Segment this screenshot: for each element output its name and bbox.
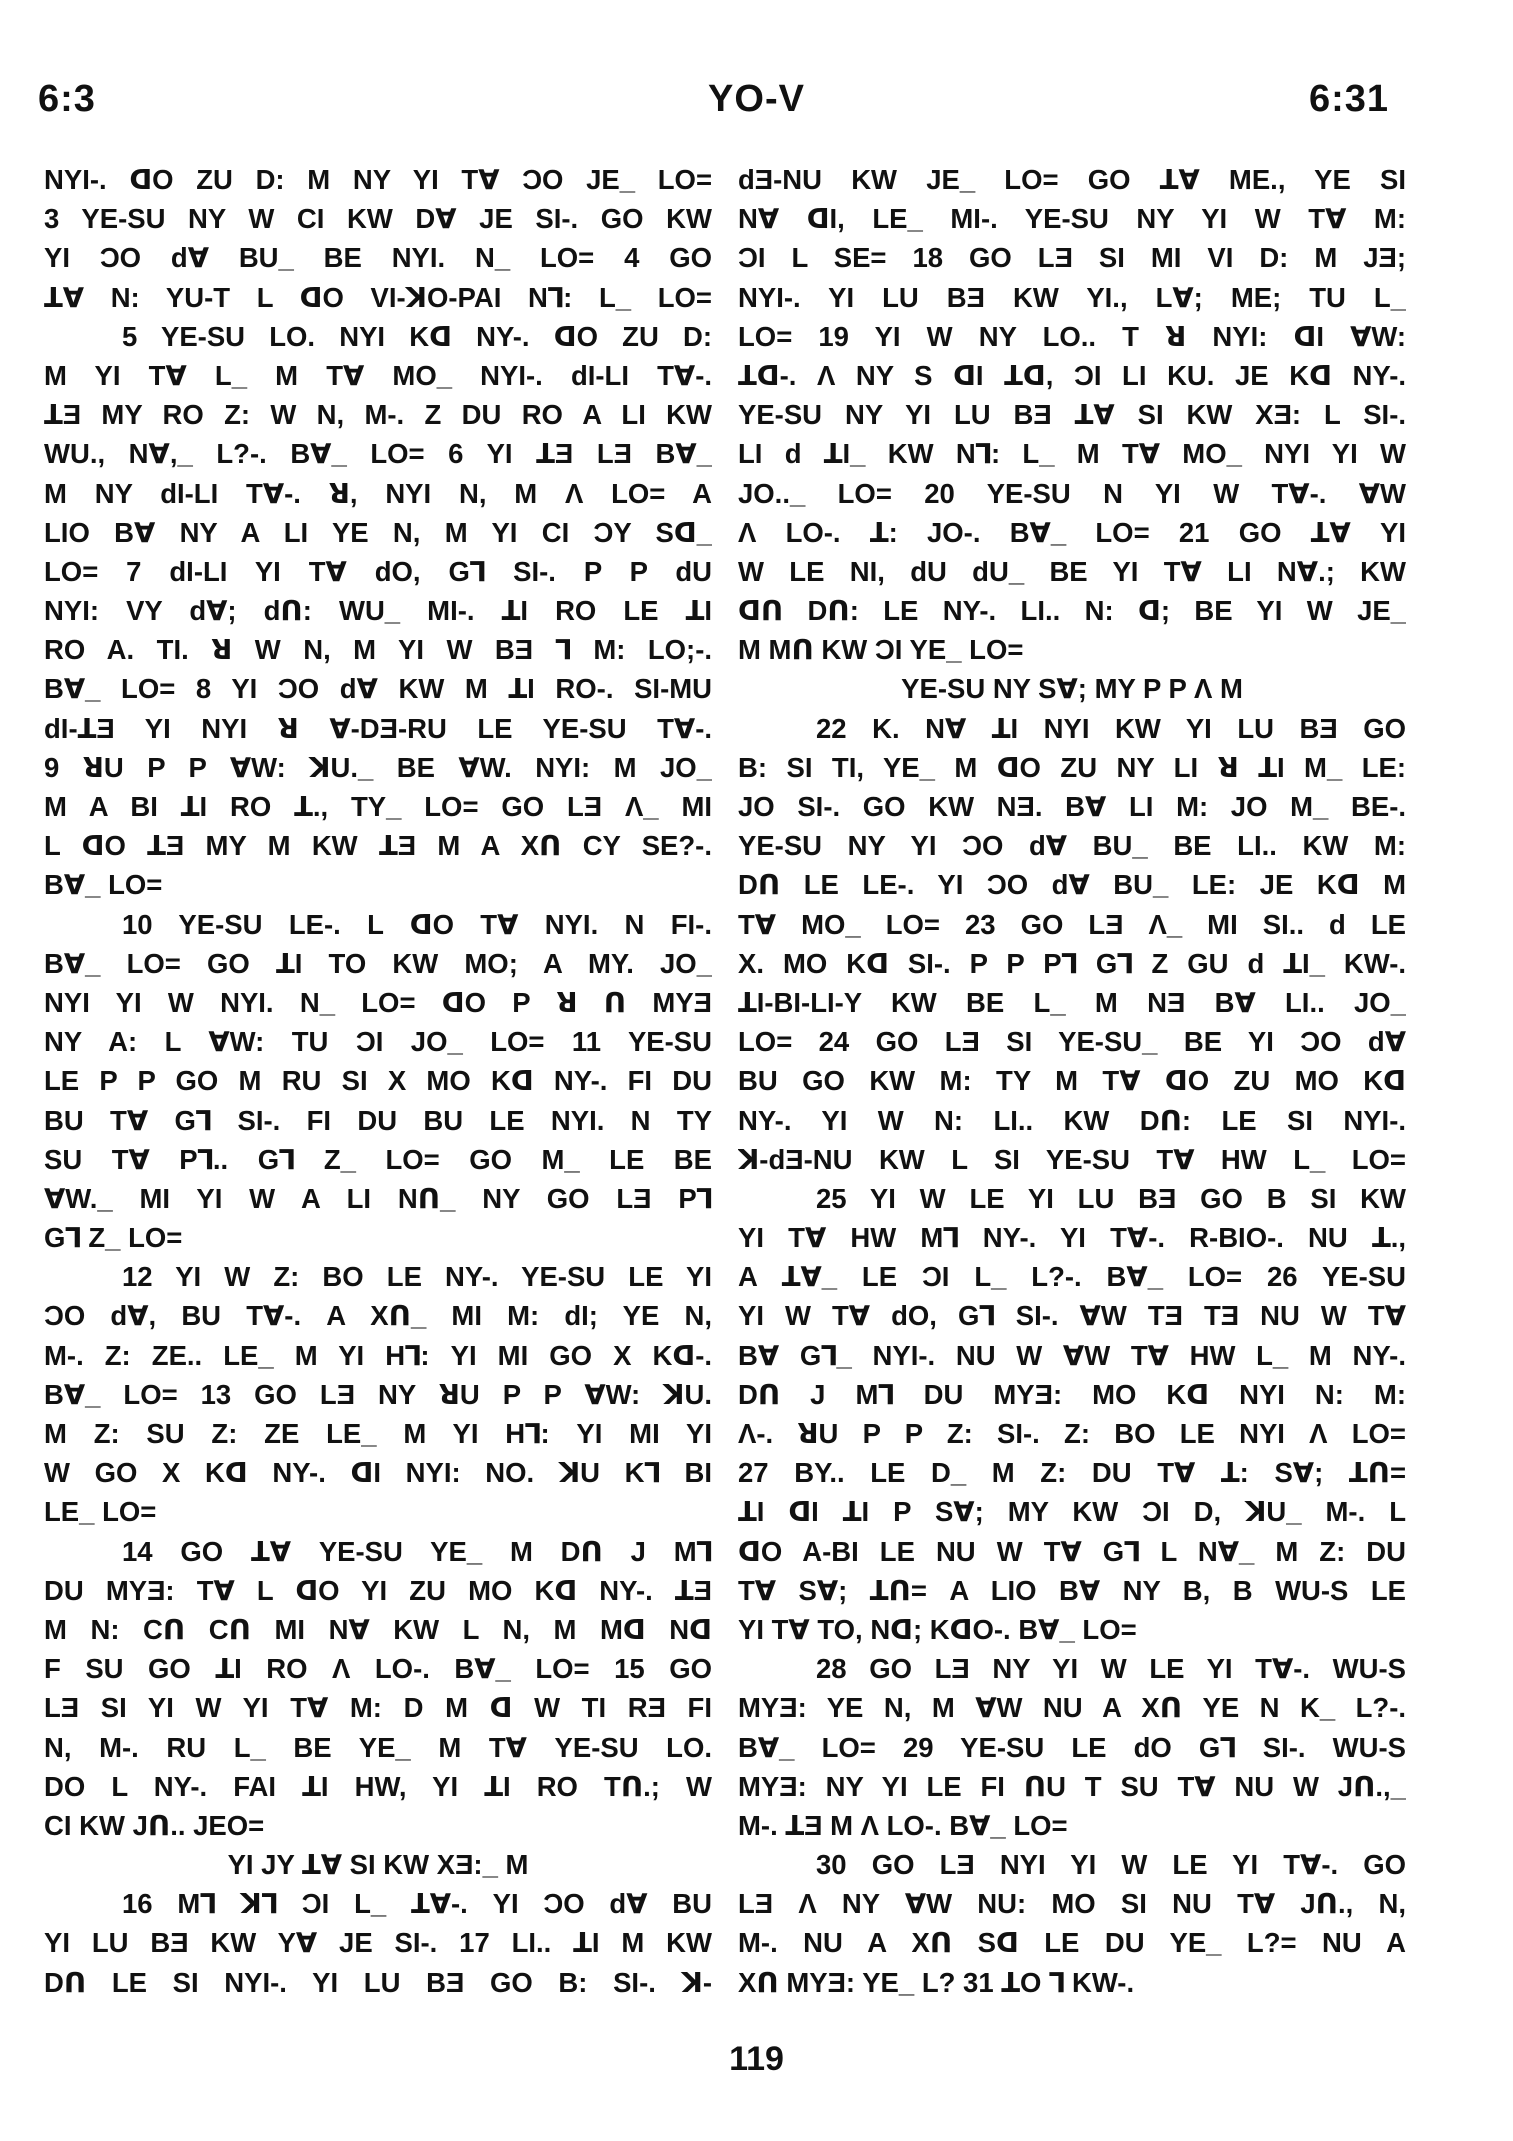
text-line: NY-. YI W N: LI.. KW Dꓵ: LE SI NYI-. [738, 1104, 1406, 1136]
text-line: DO L NY-. FAI ꓕI HW, YI ꓕI RO Tꓵ.; W [44, 1770, 712, 1802]
text-line: ꓷO A-BI LE NU W Tꓯ Gꓶ L Nꓯ_ M Z: DU [738, 1535, 1406, 1567]
text-line: A ꓕꓯ_ LE ƆI L_ L?-. Bꓯ_ LO= 26 YE-SU [738, 1261, 1406, 1293]
text-line: 22 K. Nꓯ ꓕI NYI KW YI LU BƎ GO [816, 712, 1406, 744]
chapter-verse-end: 6:31 [1308, 78, 1389, 120]
text-line: YI ƆO dꓯ BU_ BE NYI. N_ LO= 4 GO [44, 242, 712, 274]
text-line: ƆI L SE= 18 GO LƎ SI MI VI D: M JƎ; [738, 242, 1406, 274]
text-line: dI-ꓕƎ YI NYI ꓤ ꓯ-DƎ-RU LE YE-SU Tꓯ-. [44, 712, 712, 744]
text-line: Xꓵ MYƎ: YE_ L? 31 ꓕO ꓶ KW-. [738, 1966, 1135, 1998]
text-line: M Mꓵ KW ƆI YE_ LO= [738, 634, 1024, 666]
text-line: YE-SU NY YI LU BƎ ꓕꓯ SI KW XƎ: L SI-. [738, 399, 1406, 431]
text-line: NYI YI W NYI. N_ LO= ꓷO P ꓤ ꓵ MYƎ [44, 986, 712, 1018]
chapter-verse-start: 6:3 [38, 78, 96, 120]
text-line: Dꓵ LE LE-. YI ƆO dꓯ BU_ LE: JE Kꓷ M [738, 869, 1406, 901]
text-line: 9 ꓤU P P ꓯW: ꓘU._ BE ꓯW. NYI: M JO_ [44, 751, 712, 783]
text-line: MYƎ: YE N, M ꓯW NU A Xꓵ YE N K_ L?-. [738, 1692, 1406, 1724]
text-line: LƎ Ʌ NY ꓯW NU: MO SI NU Tꓯ Jꓵ., N, [738, 1888, 1406, 1920]
text-line: Dꓵ J Mꓶ DU MYƎ: MO Kꓷ NYI N: M: [738, 1378, 1406, 1410]
text-line: M A BI ꓕI RO ꓕ., TY_ LO= GO LƎ Ʌ_ MI [44, 791, 712, 822]
text-line: YE-SU NY YI ƆO dꓯ BU_ BE LI.. KW M: [738, 830, 1406, 862]
text-line: Gꓶ Z_ LO= [44, 1222, 183, 1254]
text-line: 5 YE-SU LO. NYI Kꓷ NY-. ꓷO ZU D: [122, 320, 712, 352]
text-line: JO.._ LO= 20 YE-SU N YI W Tꓯ-. ꓯW [738, 477, 1406, 509]
section-heading: YE-SU NY Sꓯ; MY P P Ʌ M [901, 673, 1243, 705]
text-line: LIO Bꓯ NY A LI YE N, M YI CI ƆY Sꓷ_ [44, 516, 712, 548]
text-line: Tꓯ MO_ LO= 23 GO LƎ Ʌ_ MI SI.. d LE [738, 908, 1406, 940]
text-line: LƎ SI YI W YI Tꓯ M: D M ꓷ W TI RƎ FI [44, 1692, 712, 1724]
text-line: M NY dI-LI Tꓯ-. ꓤ, NYI N, M Ʌ LO= A [44, 477, 712, 509]
book-title: YO-V [708, 78, 805, 120]
text-line: ƆO dꓯ, BU Tꓯ-. A Xꓵ_ MI M: dI; YE N, [44, 1300, 712, 1332]
text-line: M-. Z: ZE.. LE_ M YI Hꓶ: YI MI GO X Kꓷ-. [44, 1339, 712, 1371]
text-line: Ʌ-. ꓤU P P Z: SI-. Z: BO LE NYI Ʌ LO= [738, 1418, 1406, 1449]
text-line: B: SI TI, YE_ M ꓷO ZU NY LI ꓤ ꓕI M_ LE: [738, 751, 1406, 783]
text-line: M-. ꓕƎ M Ʌ LO-. Bꓯ_ LO= [738, 1809, 1068, 1841]
text-line: NYI-. YI LU BƎ KW YI., Lꓯ; ME; TU L_ [738, 281, 1406, 313]
text-line: 28 GO LƎ NY YI W LE YI Tꓯ-. WU-S [816, 1653, 1406, 1685]
text-line: YI LU BƎ KW Yꓯ JE SI-. 17 LI.. ꓕI M KW [44, 1927, 712, 1959]
text-line: YI W Tꓯ dO, Gꓶ SI-. ꓯW TƎ TƎ NU W Tꓯ [738, 1300, 1406, 1332]
text-line: Bꓯ_ LO= [44, 869, 163, 901]
text-line: JO SI-. GO KW NƎ. Bꓯ LI M: JO M_ BE-. [738, 791, 1406, 822]
text-line: NY A: L ꓯW: TU ƆI JO_ LO= 11 YE-SU [44, 1026, 712, 1058]
text-line: LE P P GO M RU SI X MO Kꓷ NY-. FI DU [44, 1065, 712, 1097]
text-line: M Z: SU Z: ZE LE_ M YI Hꓶ: YI MI YI [44, 1418, 712, 1449]
text-line: NYI: VY dꓯ; dꓵ: WU_ MI-. ꓕI RO LE ꓕI [44, 595, 712, 627]
text-line: NYI-. ꓷO ZU D: M NY YI Tꓯ ƆO JE_ LO= [44, 164, 712, 195]
text-line: BU Tꓯ Gꓶ SI-. FI DU BU LE NYI. N TY [44, 1104, 712, 1136]
text-line: M YI Tꓯ L_ M Tꓯ MO_ NYI-. dI-LI Tꓯ-. [44, 359, 712, 391]
text-line: ꓕI-BI-LI-Y KW BE L_ M NƎ Bꓯ LI.. JO_ [738, 986, 1406, 1018]
text-line: 3 YE-SU NY W CI KW Dꓯ JE SI-. GO KW [44, 203, 712, 235]
text-line: Bꓯ_ LO= 29 YE-SU LE dO Gꓶ SI-. WU-S [738, 1731, 1406, 1763]
text-line: 25 YI W LE YI LU BƎ GO B SI KW [816, 1182, 1406, 1214]
text-line: 16 Mꓶ ꓘꓶ ƆI L_ ꓕꓯ-. YI ƆO dꓯ BU [122, 1888, 712, 1920]
text-line: BU GO KW M: TY M Tꓯ ꓷO ZU MO Kꓷ [738, 1065, 1406, 1097]
text-line: Ʌ LO-. ꓕ: JO-. Bꓯ_ LO= 21 GO ꓕꓯ YI [738, 516, 1406, 548]
text-line: MYƎ: NY YI LE FI ꓵU T SU Tꓯ NU W Jꓵ.,_ [738, 1770, 1406, 1802]
text-line: M N: Cꓵ Cꓵ MI Nꓯ KW L N, M Mꓷ Nꓷ [44, 1613, 712, 1645]
text-line: LI d ꓕI_ KW Nꓶ: L_ M Tꓯ MO_ NYI YI W [738, 438, 1406, 470]
text-line: WU., Nꓯ,_ L?-. Bꓯ_ LO= 6 YI ꓕƎ LƎ Bꓯ_ [44, 438, 712, 470]
text-line: dƎ-NU KW JE_ LO= GO ꓕꓯ ME., YE SI [738, 164, 1406, 195]
text-line: ꓕꓷ-. Ʌ NY S ꓷI ꓕꓷ, ƆI LI KU. JE Kꓷ NY-. [738, 359, 1406, 391]
text-line: ꓕI ꓷI ꓕI P Sꓯ; MY KW ƆI D, ꓘU_ M-. L [738, 1496, 1406, 1528]
text-line: ꓕꓯ N: YU-T L ꓷO VI-ꓘO-PAI Nꓶ: L_ LO= [44, 281, 712, 313]
text-line: YI Tꓯ TO, Nꓷ; KꓷO-. Bꓯ_ LO= [738, 1613, 1137, 1645]
text-line: Bꓯ_ LO= GO ꓕI TO KW MO; A MY. JO_ [44, 947, 712, 979]
text-line: 10 YE-SU LE-. L ꓷO Tꓯ NYI. N FI-. [122, 908, 712, 940]
text-line: RO A. TI. ꓤ W N, M YI W BƎ ꓶ M: LO;-. [44, 634, 712, 666]
text-line: Dꓵ LE SI NYI-. YI LU BƎ GO B: SI-. ꓘ- [44, 1966, 712, 1998]
text-line: ꓘ-dƎ-NU KW L SI YE-SU Tꓯ HW L_ LO= [738, 1143, 1406, 1175]
text-line: M-. NU A Xꓵ Sꓷ LE DU YE_ L?= NU A [738, 1927, 1406, 1959]
text-line: Tꓯ Sꓯ; ꓕꓵ= A LIO Bꓯ NY B, B WU-S LE [738, 1574, 1406, 1606]
text-line: ꓯW._ MI YI W A LI Nꓵ_ NY GO LƎ Pꓶ [44, 1182, 712, 1214]
text-line: ꓷꓵ Dꓵ: LE NY-. LI.. N: ꓷ; BE YI W JE_ [738, 595, 1406, 627]
text-line: YI Tꓯ HW Mꓶ NY-. YI Tꓯ-. R-BIO-. NU ꓕ., [738, 1222, 1406, 1254]
text-line: Bꓯ Gꓶ_ NYI-. NU W ꓯW Tꓯ HW L_ M NY-. [738, 1339, 1406, 1371]
text-line: SU Tꓯ Pꓶ.. Gꓶ Z_ LO= GO M_ LE BE [44, 1143, 712, 1175]
text-line: CI KW Jꓵ.. JEO= [44, 1809, 265, 1841]
text-line: ꓕƎ MY RO Z: W N, M-. Z DU RO A LI KW [44, 399, 712, 431]
text-line: LO= 19 YI W NY LO.. T ꓤ NYI: ꓷI ꓯW: [738, 320, 1406, 352]
text-line: LO= 24 GO LƎ SI YE-SU_ BE YI ƆO dꓯ [738, 1026, 1406, 1058]
text-line: 12 YI W Z: BO LE NY-. YE-SU LE YI [122, 1261, 712, 1293]
text-line: W GO X Kꓷ NY-. ꓷI NYI: NO. ꓘU Kꓶ BI [44, 1457, 712, 1489]
text-line: L ꓷO ꓕƎ MY M KW ꓕƎ M A Xꓵ CY SE?-. [44, 830, 712, 862]
text-line: 27 BY.. LE D_ M Z: DU Tꓯ ꓕ: Sꓯ; ꓕꓵ= [738, 1457, 1406, 1489]
text-line: X. MO Kꓷ SI-. P P Pꓶ Gꓶ Z GU d ꓕI_ KW-. [738, 947, 1406, 979]
page-number: 119 [729, 2040, 784, 2078]
text-line: 14 GO ꓕꓯ YE-SU YE_ M Dꓵ J Mꓶ [122, 1535, 712, 1567]
text-line: N, M-. RU L_ BE YE_ M Tꓯ YE-SU LO. [44, 1731, 712, 1763]
text-line: LO= 7 dI-LI YI Tꓯ dO, Gꓶ SI-. P P dU [44, 555, 712, 587]
text-line: LE_ LO= [44, 1496, 157, 1528]
text-line: Bꓯ_ LO= 13 GO LƎ NY ꓤU P P ꓯW: ꓘU. [44, 1378, 712, 1410]
text-line: Nꓯ ꓷI, LE_ MI-. YE-SU NY YI W Tꓯ M: [738, 203, 1406, 235]
text-line: Bꓯ_ LO= 8 YI ƆO dꓯ KW M ꓕI RO-. SI-MU [44, 673, 712, 705]
section-heading: YI JY ꓕꓯ SI KW XƎ:_ M [227, 1849, 529, 1881]
left-text-column [44, 160, 712, 2002]
text-line: DU MYƎ: Tꓯ L ꓷO YI ZU MO Kꓷ NY-. ꓕƎ [44, 1574, 712, 1606]
text-line: 30 GO LƎ NYI YI W LE YI Tꓯ-. GO [816, 1849, 1406, 1881]
text-line: W LE NI, dU dU_ BE YI Tꓯ LI Nꓯ.; KW [738, 555, 1406, 587]
text-line: F SU GO ꓕI RO Ʌ LO-. Bꓯ_ LO= 15 GO [44, 1653, 712, 1685]
right-text-column [738, 160, 1406, 2002]
